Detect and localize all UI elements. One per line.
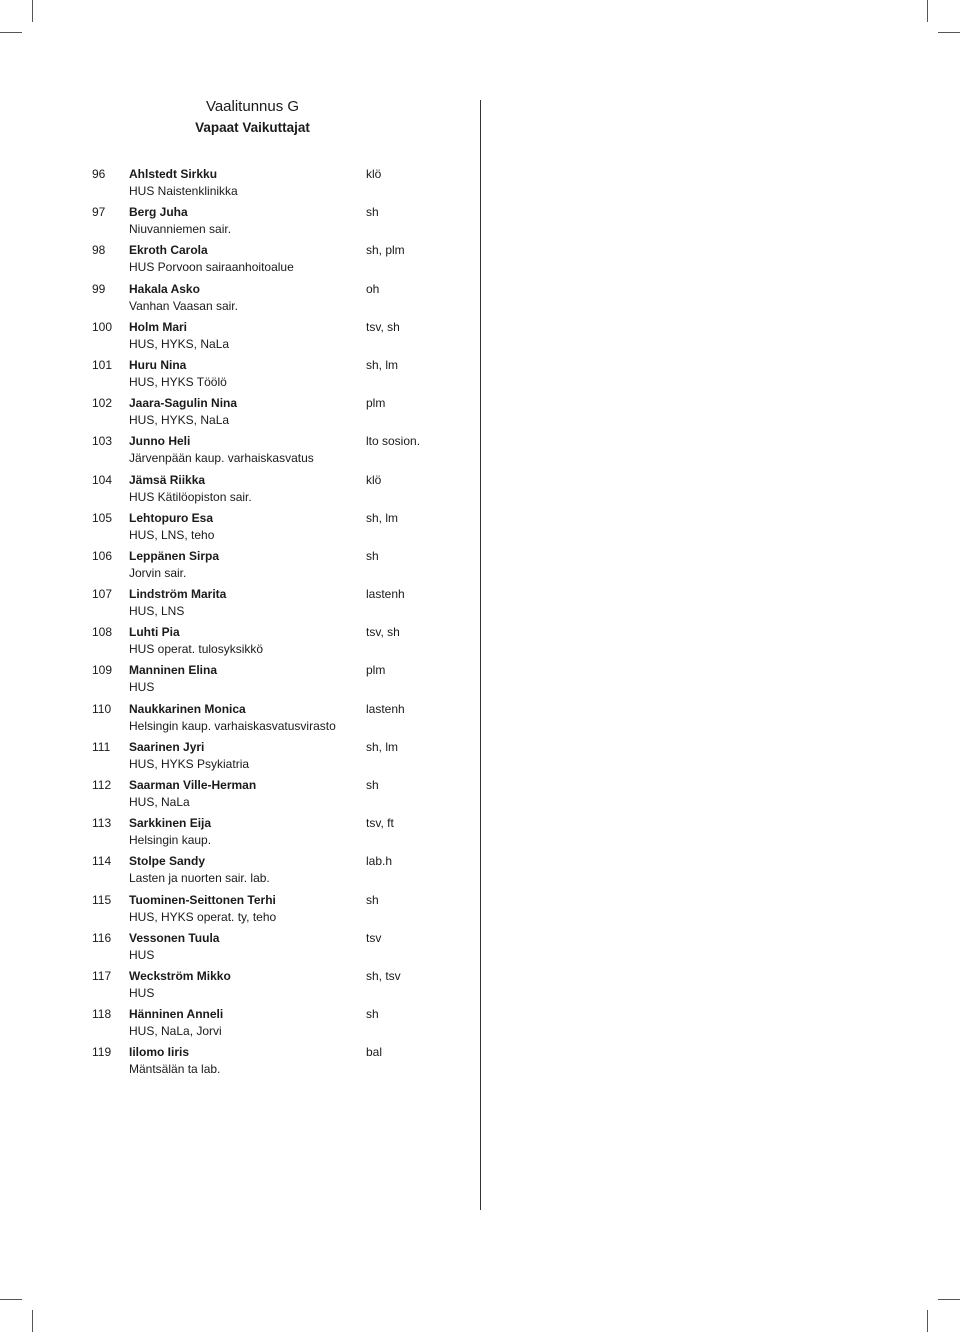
- candidate-organization: HUS: [129, 985, 155, 1000]
- candidate-name: Junno Heli: [129, 434, 191, 449]
- candidate-title: tsv, ft: [366, 816, 394, 831]
- candidate-number: 113: [92, 816, 112, 831]
- candidate-entry: [92, 281, 452, 319]
- candidate-title: tsv, sh: [366, 319, 400, 334]
- crop-mark: [927, 0, 928, 22]
- page-header: [150, 97, 355, 139]
- candidate-name: Weckström Mikko: [129, 968, 231, 983]
- candidate-number: 110: [92, 701, 112, 716]
- candidate-entry: [92, 472, 452, 510]
- candidate-number: 97: [92, 205, 106, 220]
- candidate-title: sh, lm: [366, 357, 399, 372]
- candidate-organization: HUS: [129, 680, 155, 695]
- candidate-name: Saarman Ville-Herman: [129, 778, 257, 792]
- candidate-title: oh: [366, 281, 380, 296]
- candidate-organization: HUS Naistenklinikka: [129, 184, 238, 198]
- candidate-name: Lindström Marita: [129, 587, 227, 602]
- candidate-number: 106: [92, 548, 113, 563]
- candidate-name: Leppänen Sirpa: [129, 548, 220, 563]
- candidate-name: Vessonen Tuula: [129, 930, 220, 945]
- candidate-number: 112: [92, 778, 112, 792]
- candidate-organization: HUS, HYKS Töölö: [129, 374, 227, 389]
- candidate-number: 108: [92, 625, 113, 640]
- candidate-title: lab.h: [366, 854, 393, 869]
- candidate-number: 105: [92, 510, 113, 525]
- candidate-title: sh: [366, 892, 379, 907]
- crop-mark: [938, 1299, 960, 1300]
- candidate-name: Saarinen Jyri: [129, 739, 205, 754]
- candidate-name: Naukkarinen Monica: [129, 701, 246, 716]
- candidate-organization: HUS: [129, 947, 155, 962]
- candidate-number: 114: [92, 854, 112, 869]
- candidate-number: 109: [92, 663, 113, 678]
- candidate-name: Lehtopuro Esa: [129, 510, 214, 525]
- candidate-organization: Helsingin kaup.: [129, 833, 212, 848]
- candidate-organization: Mäntsälän ta lab.: [129, 1062, 221, 1077]
- candidate-title: sh, lm: [366, 510, 399, 525]
- candidate-entry: [92, 739, 452, 777]
- candidate-title: sh: [366, 778, 379, 792]
- candidate-entry: [92, 624, 452, 662]
- page-title: Vaalitunnus G: [205, 98, 300, 115]
- candidate-title: lastenh: [366, 701, 405, 716]
- candidate-name: Hänninen Anneli: [129, 1007, 224, 1022]
- candidate-number: 101: [92, 357, 113, 372]
- candidate-title: klö: [366, 167, 382, 181]
- candidate-entry: [92, 815, 452, 853]
- candidate-title: sh, plm: [366, 243, 405, 258]
- candidate-number: 100: [92, 319, 113, 334]
- candidate-number: 116: [92, 930, 112, 945]
- candidate-name: Jämsä Riikka: [129, 472, 206, 487]
- candidate-entry: [92, 586, 452, 624]
- candidate-title: plm: [366, 396, 386, 411]
- candidate-entry: [92, 319, 452, 357]
- candidate-name: Jaara-Sagulin Nina: [129, 396, 238, 411]
- candidate-organization: HUS, HYKS Psykiatria: [129, 756, 250, 771]
- page-subtitle: Vapaat Vaikuttajat: [195, 120, 310, 135]
- candidate-entry: [92, 510, 452, 548]
- candidate-number: 111: [92, 739, 111, 754]
- candidate-entry: [92, 662, 452, 700]
- candidate-name: Berg Juha: [129, 205, 188, 220]
- candidate-number: 104: [92, 472, 113, 487]
- candidate-number: 118: [92, 1007, 112, 1022]
- candidate-organization: Vanhan Vaasan sair.: [129, 298, 238, 313]
- candidate-title: sh, lm: [366, 739, 399, 754]
- candidate-number: 98: [92, 243, 106, 258]
- candidate-name: Hakala Asko: [129, 281, 200, 296]
- candidate-number: 99: [92, 281, 106, 296]
- candidate-name: Stolpe Sandy: [129, 854, 206, 869]
- candidate-organization: HUS operat. tulosyksikkö: [129, 642, 264, 657]
- candidate-entry: [92, 242, 452, 280]
- candidate-organization: HUS, HYKS operat. ty, teho: [129, 909, 277, 924]
- candidate-title: klö: [366, 472, 382, 487]
- candidate-title: plm: [366, 663, 386, 678]
- candidate-name: Huru Nina: [129, 357, 187, 372]
- crop-mark: [0, 32, 22, 33]
- candidate-number: 107: [92, 587, 113, 602]
- crop-mark: [927, 1310, 928, 1332]
- column-divider: [480, 100, 481, 1210]
- candidate-title: lto sosion.: [366, 434, 421, 449]
- candidate-title: sh: [366, 1007, 379, 1022]
- candidate-organization: HUS Porvoon sairaanhoitoalue: [129, 260, 294, 275]
- candidate-number: 119: [92, 1045, 112, 1060]
- candidate-number: 102: [92, 396, 113, 411]
- candidate-name: Sarkkinen Eija: [129, 816, 212, 831]
- candidate-name: Holm Mari: [129, 319, 188, 334]
- candidate-title: sh: [366, 205, 379, 220]
- candidate-title: lastenh: [366, 587, 405, 602]
- candidate-name: Luhti Pia: [129, 625, 180, 640]
- candidate-entry: [92, 853, 452, 891]
- candidate-title: sh, tsv: [366, 968, 401, 983]
- candidate-entry: [92, 968, 452, 1006]
- candidate-organization: Niuvanniemen sair.: [129, 222, 232, 237]
- candidate-entry: [92, 1006, 452, 1044]
- candidate-organization: HUS Kätilöopiston sair.: [129, 489, 252, 504]
- candidate-name: Manninen Elina: [129, 663, 218, 678]
- candidate-organization: HUS, LNS: [129, 604, 185, 619]
- candidate-title: tsv: [366, 930, 382, 945]
- candidate-entry: [92, 166, 452, 204]
- candidate-organization: HUS, HYKS, NaLa: [129, 413, 230, 428]
- candidate-name: Ekroth Carola: [129, 243, 208, 258]
- candidate-organization: HUS, NaLa, Jorvi: [129, 1024, 222, 1039]
- candidate-entry: [92, 892, 452, 930]
- candidate-title: sh: [366, 548, 379, 563]
- candidate-name: Iilomo Iiris: [129, 1045, 190, 1060]
- candidate-number: 96: [92, 167, 106, 181]
- candidate-organization: HUS, LNS, teho: [129, 527, 215, 542]
- candidate-organization: Lasten ja nuorten sair. lab.: [129, 871, 270, 886]
- candidate-organization: Jorvin sair.: [129, 565, 187, 580]
- candidate-entry: [92, 1044, 452, 1082]
- candidate-organization: HUS, HYKS, NaLa: [129, 336, 230, 351]
- candidate-entry: [92, 777, 452, 815]
- candidate-entry: [92, 701, 452, 739]
- crop-mark: [32, 1310, 33, 1332]
- candidate-organization: HUS, NaLa: [129, 795, 190, 809]
- candidate-list: [92, 166, 452, 1083]
- candidate-entry: [92, 930, 452, 968]
- crop-mark: [0, 1299, 22, 1300]
- candidate-name: Tuominen-Seittonen Terhi: [129, 892, 276, 907]
- candidate-title: tsv, sh: [366, 625, 400, 640]
- candidate-entry: [92, 433, 452, 471]
- candidate-number: 103: [92, 434, 113, 449]
- candidate-entry: [92, 395, 452, 433]
- candidate-entry: [92, 548, 452, 586]
- candidate-organization: Helsingin kaup. varhaiskasvatusvirasto: [129, 718, 336, 733]
- candidate-organization: Järvenpään kaup. varhaiskasvatus: [129, 451, 314, 466]
- candidate-title: bal: [366, 1045, 383, 1060]
- candidate-entry: [92, 357, 452, 395]
- candidate-name: Ahlstedt Sirkku: [129, 167, 218, 181]
- candidate-number: 115: [92, 892, 112, 907]
- crop-mark: [32, 0, 33, 22]
- candidate-entry: [92, 204, 452, 242]
- candidate-number: 117: [92, 968, 112, 983]
- crop-mark: [938, 32, 960, 33]
